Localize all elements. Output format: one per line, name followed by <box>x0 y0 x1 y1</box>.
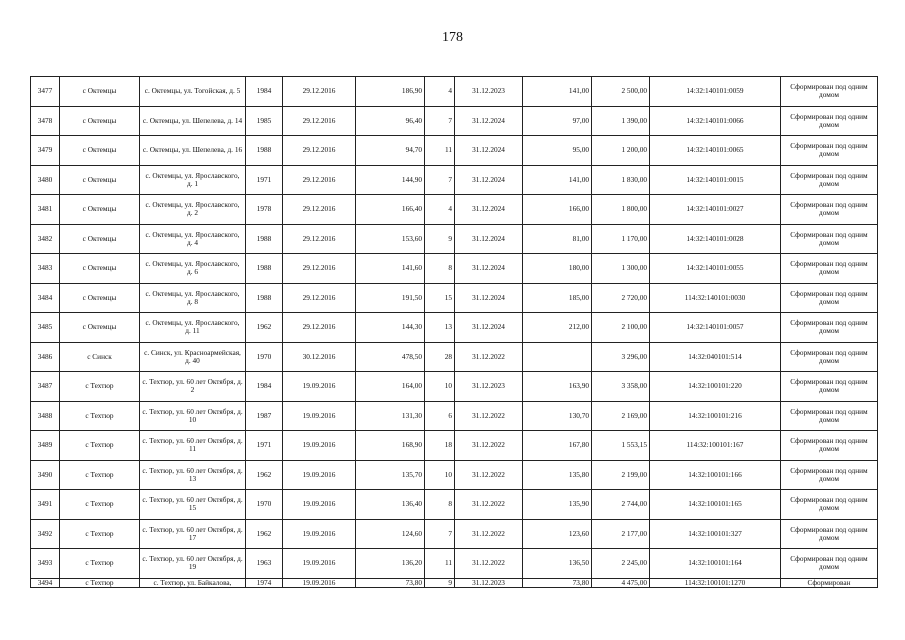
cost-cell: 1 553,15 <box>592 431 650 461</box>
date-cell: 19.09.2016 <box>283 578 356 587</box>
year-cell: 1963 <box>246 549 283 579</box>
area-actual-cell: 163,90 <box>523 372 592 402</box>
cadastral-cell: 14:32:140101:0015 <box>650 165 781 195</box>
count-cell: 18 <box>425 431 455 461</box>
year-cell: 1988 <box>246 283 283 313</box>
area-cell: 131,30 <box>356 401 425 431</box>
row-number: 3489 <box>31 431 60 461</box>
settlement-cell: с Техтюр <box>60 431 140 461</box>
area-cell: 94,70 <box>356 136 425 166</box>
table-row <box>31 519 878 549</box>
date-cell: 30.12.2016 <box>283 342 356 372</box>
deadline-cell: 31.12.2023 <box>455 77 523 107</box>
year-cell: 1971 <box>246 165 283 195</box>
address-cell: с. Синск, ул. Красноармейская, д. 40 <box>140 342 246 372</box>
settlement-cell: с Октемцы <box>60 195 140 225</box>
table-row <box>31 283 878 313</box>
count-cell: 15 <box>425 283 455 313</box>
count-cell: 11 <box>425 136 455 166</box>
cadastral-cell: 14:32:100101:166 <box>650 460 781 490</box>
date-cell: 19.09.2016 <box>283 460 356 490</box>
status-cell: Сформирован под одним домом <box>781 224 878 254</box>
cadastral-cell: 114:32:100101:1270 <box>650 578 781 587</box>
table-row <box>31 195 878 225</box>
status-cell: Сформирован под одним домом <box>781 342 878 372</box>
year-cell: 1984 <box>246 372 283 402</box>
deadline-cell: 31.12.2022 <box>455 342 523 372</box>
area-actual-cell: 135,90 <box>523 490 592 520</box>
deadline-cell: 31.12.2024 <box>455 313 523 343</box>
status-cell: Сформирован под одним домом <box>781 549 878 579</box>
count-cell: 9 <box>425 578 455 587</box>
year-cell: 1971 <box>246 431 283 461</box>
cadastral-cell: 114:32:140101:0030 <box>650 283 781 313</box>
address-cell: с. Октемцы, ул. Тогойская, д. 5 <box>140 77 246 107</box>
row-number: 3490 <box>31 460 60 490</box>
year-cell: 1978 <box>246 195 283 225</box>
table-row <box>31 460 878 490</box>
date-cell: 29.12.2016 <box>283 77 356 107</box>
settlement-cell: с Октемцы <box>60 106 140 136</box>
settlement-cell: с Октемцы <box>60 313 140 343</box>
row-number: 3484 <box>31 283 60 313</box>
deadline-cell: 31.12.2023 <box>455 372 523 402</box>
table-row <box>31 578 878 587</box>
year-cell: 1988 <box>246 136 283 166</box>
row-number: 3493 <box>31 549 60 579</box>
year-cell: 1985 <box>246 106 283 136</box>
area-cell: 186,90 <box>356 77 425 107</box>
count-cell: 28 <box>425 342 455 372</box>
address-cell: с. Техтюр, ул. 60 лет Октября, д. 13 <box>140 460 246 490</box>
cadastral-cell: 14:32:140101:0028 <box>650 224 781 254</box>
settlement-cell: с Техтюр <box>60 549 140 579</box>
date-cell: 19.09.2016 <box>283 519 356 549</box>
cost-cell: 1 170,00 <box>592 224 650 254</box>
deadline-cell: 31.12.2024 <box>455 106 523 136</box>
table-row <box>31 165 878 195</box>
year-cell: 1962 <box>246 460 283 490</box>
cadastral-cell: 114:32:100101:167 <box>650 431 781 461</box>
count-cell: 10 <box>425 372 455 402</box>
cadastral-cell: 14:32:040101:514 <box>650 342 781 372</box>
date-cell: 29.12.2016 <box>283 283 356 313</box>
status-cell: Сформирован под одним домом <box>781 401 878 431</box>
table-row <box>31 549 878 579</box>
cadastral-cell: 14:32:140101:0059 <box>650 77 781 107</box>
cost-cell: 1 300,00 <box>592 254 650 284</box>
table-row <box>31 106 878 136</box>
area-actual-cell <box>523 342 592 372</box>
row-number: 3477 <box>31 77 60 107</box>
cost-cell: 2 169,00 <box>592 401 650 431</box>
status-cell: Сформирован под одним домом <box>781 519 878 549</box>
address-cell: с. Октемцы, ул. Ярославского, д. 11 <box>140 313 246 343</box>
deadline-cell: 31.12.2022 <box>455 460 523 490</box>
row-number: 3485 <box>31 313 60 343</box>
cost-cell: 1 800,00 <box>592 195 650 225</box>
row-number: 3488 <box>31 401 60 431</box>
area-actual-cell: 141,00 <box>523 165 592 195</box>
table-row <box>31 372 878 402</box>
settlement-cell: с Октемцы <box>60 77 140 107</box>
settlement-cell: с Техтюр <box>60 460 140 490</box>
row-number: 3482 <box>31 224 60 254</box>
cost-cell: 3 358,00 <box>592 372 650 402</box>
status-cell: Сформирован под одним домом <box>781 372 878 402</box>
address-cell: с. Техтюр, ул. 60 лет Октября, д. 2 <box>140 372 246 402</box>
table-row <box>31 313 878 343</box>
table-row <box>31 401 878 431</box>
address-cell: с. Октемцы, ул. Ярославского, д. 8 <box>140 283 246 313</box>
count-cell: 4 <box>425 77 455 107</box>
cadastral-cell: 14:32:140101:0027 <box>650 195 781 225</box>
address-cell: с. Техтюр, ул. 60 лет Октября, д. 10 <box>140 401 246 431</box>
area-actual-cell: 95,00 <box>523 136 592 166</box>
settlement-cell: с Октемцы <box>60 254 140 284</box>
cost-cell: 1 830,00 <box>592 165 650 195</box>
table-row <box>31 224 878 254</box>
cadastral-cell: 14:32:100101:327 <box>650 519 781 549</box>
row-number: 3494 <box>31 578 60 587</box>
count-cell: 13 <box>425 313 455 343</box>
settlement-cell: с Октемцы <box>60 283 140 313</box>
cadastral-cell: 14:32:140101:0065 <box>650 136 781 166</box>
cost-cell: 2 500,00 <box>592 77 650 107</box>
cost-cell: 2 199,00 <box>592 460 650 490</box>
area-actual-cell: 73,80 <box>523 578 592 587</box>
deadline-cell: 31.12.2022 <box>455 431 523 461</box>
area-cell: 166,40 <box>356 195 425 225</box>
year-cell: 1984 <box>246 77 283 107</box>
settlement-cell: с Техтюр <box>60 519 140 549</box>
cost-cell: 1 200,00 <box>592 136 650 166</box>
year-cell: 1988 <box>246 224 283 254</box>
cost-cell: 2 177,00 <box>592 519 650 549</box>
area-actual-cell: 81,00 <box>523 224 592 254</box>
registry-table <box>30 76 878 588</box>
date-cell: 29.12.2016 <box>283 106 356 136</box>
date-cell: 19.09.2016 <box>283 490 356 520</box>
area-actual-cell: 180,00 <box>523 254 592 284</box>
deadline-cell: 31.12.2024 <box>455 136 523 166</box>
table-row <box>31 342 878 372</box>
address-cell: с. Техтюр, ул. 60 лет Октября, д. 17 <box>140 519 246 549</box>
address-cell: с. Октемцы, ул. Ярославского, д. 4 <box>140 224 246 254</box>
address-cell: с. Техтюр, ул. 60 лет Октября, д. 15 <box>140 490 246 520</box>
area-actual-cell: 136,50 <box>523 549 592 579</box>
date-cell: 29.12.2016 <box>283 313 356 343</box>
count-cell: 8 <box>425 254 455 284</box>
address-cell: с. Октемцы, ул. Шепелева, д. 14 <box>140 106 246 136</box>
cadastral-cell: 14:32:140101:0055 <box>650 254 781 284</box>
deadline-cell: 31.12.2024 <box>455 224 523 254</box>
status-cell: Сформирован под одним домом <box>781 460 878 490</box>
status-cell: Сформирован под одним домом <box>781 165 878 195</box>
date-cell: 29.12.2016 <box>283 136 356 166</box>
cost-cell: 1 390,00 <box>592 106 650 136</box>
status-cell: Сформирован под одним домом <box>781 195 878 225</box>
cadastral-cell: 14:32:100101:165 <box>650 490 781 520</box>
cadastral-cell: 14:32:140101:0066 <box>650 106 781 136</box>
area-cell: 141,60 <box>356 254 425 284</box>
area-cell: 168,90 <box>356 431 425 461</box>
area-cell: 136,40 <box>356 490 425 520</box>
status-cell: Сформирован под одним домом <box>781 490 878 520</box>
table-row <box>31 77 878 107</box>
status-cell: Сформирован под одним домом <box>781 77 878 107</box>
page-number: 178 <box>442 30 463 45</box>
area-cell: 135,70 <box>356 460 425 490</box>
row-number: 3481 <box>31 195 60 225</box>
year-cell: 1988 <box>246 254 283 284</box>
settlement-cell: с Октемцы <box>60 136 140 166</box>
row-number: 3487 <box>31 372 60 402</box>
date-cell: 19.09.2016 <box>283 401 356 431</box>
cost-cell: 3 296,00 <box>592 342 650 372</box>
cadastral-cell: 14:32:100101:164 <box>650 549 781 579</box>
address-cell: с. Октемцы, ул. Шепелева, д. 16 <box>140 136 246 166</box>
area-cell: 73,80 <box>356 578 425 587</box>
count-cell: 11 <box>425 549 455 579</box>
cadastral-cell: 14:32:140101:0057 <box>650 313 781 343</box>
date-cell: 19.09.2016 <box>283 431 356 461</box>
cadastral-cell: 14:32:100101:220 <box>650 372 781 402</box>
row-number: 3486 <box>31 342 60 372</box>
cost-cell: 4 475,00 <box>592 578 650 587</box>
date-cell: 29.12.2016 <box>283 165 356 195</box>
year-cell: 1970 <box>246 342 283 372</box>
date-cell: 29.12.2016 <box>283 195 356 225</box>
year-cell: 1987 <box>246 401 283 431</box>
row-number: 3483 <box>31 254 60 284</box>
status-cell: Сформирован <box>781 578 878 587</box>
cost-cell: 2 720,00 <box>592 283 650 313</box>
table-row <box>31 136 878 166</box>
count-cell: 7 <box>425 519 455 549</box>
area-actual-cell: 97,00 <box>523 106 592 136</box>
date-cell: 19.09.2016 <box>283 549 356 579</box>
address-cell: с. Октемцы, ул. Ярославского, д. 1 <box>140 165 246 195</box>
date-cell: 29.12.2016 <box>283 224 356 254</box>
area-actual-cell: 185,00 <box>523 283 592 313</box>
table-row <box>31 254 878 284</box>
area-cell: 96,40 <box>356 106 425 136</box>
settlement-cell: с Синск <box>60 342 140 372</box>
count-cell: 7 <box>425 106 455 136</box>
area-actual-cell: 167,80 <box>523 431 592 461</box>
status-cell: Сформирован под одним домом <box>781 254 878 284</box>
settlement-cell: с Техтюр <box>60 401 140 431</box>
area-cell: 136,20 <box>356 549 425 579</box>
area-cell: 144,30 <box>356 313 425 343</box>
status-cell: Сформирован под одним домом <box>781 136 878 166</box>
count-cell: 6 <box>425 401 455 431</box>
row-number: 3492 <box>31 519 60 549</box>
area-cell: 191,50 <box>356 283 425 313</box>
count-cell: 4 <box>425 195 455 225</box>
count-cell: 8 <box>425 490 455 520</box>
row-number: 3480 <box>31 165 60 195</box>
cadastral-cell: 14:32:100101:216 <box>650 401 781 431</box>
cost-cell: 2 245,00 <box>592 549 650 579</box>
year-cell: 1962 <box>246 519 283 549</box>
settlement-cell: с Техтюр <box>60 578 140 587</box>
area-actual-cell: 135,80 <box>523 460 592 490</box>
deadline-cell: 31.12.2024 <box>455 195 523 225</box>
status-cell: Сформирован под одним домом <box>781 283 878 313</box>
count-cell: 9 <box>425 224 455 254</box>
area-cell: 164,00 <box>356 372 425 402</box>
deadline-cell: 31.12.2023 <box>455 578 523 587</box>
status-cell: Сформирован под одним домом <box>781 313 878 343</box>
area-actual-cell: 166,00 <box>523 195 592 225</box>
date-cell: 29.12.2016 <box>283 254 356 284</box>
address-cell: с. Октемцы, ул. Ярославского, д. 2 <box>140 195 246 225</box>
area-actual-cell: 141,00 <box>523 77 592 107</box>
count-cell: 7 <box>425 165 455 195</box>
settlement-cell: с Техтюр <box>60 372 140 402</box>
area-cell: 478,50 <box>356 342 425 372</box>
date-cell: 19.09.2016 <box>283 372 356 402</box>
row-number: 3491 <box>31 490 60 520</box>
table-row <box>31 490 878 520</box>
deadline-cell: 31.12.2022 <box>455 401 523 431</box>
address-cell: с. Октемцы, ул. Ярославского, д. 6 <box>140 254 246 284</box>
deadline-cell: 31.12.2022 <box>455 519 523 549</box>
status-cell: Сформирован под одним домом <box>781 431 878 461</box>
table-row <box>31 431 878 461</box>
cost-cell: 2 744,00 <box>592 490 650 520</box>
cost-cell: 2 100,00 <box>592 313 650 343</box>
deadline-cell: 31.12.2024 <box>455 283 523 313</box>
deadline-cell: 31.12.2022 <box>455 549 523 579</box>
address-cell: с. Техтюр, ул. 60 лет Октября, д. 11 <box>140 431 246 461</box>
area-cell: 153,60 <box>356 224 425 254</box>
area-cell: 144,90 <box>356 165 425 195</box>
count-cell: 10 <box>425 460 455 490</box>
address-cell: с. Техтюр, ул. Байкалова, <box>140 578 246 587</box>
area-actual-cell: 123,60 <box>523 519 592 549</box>
area-actual-cell: 212,00 <box>523 313 592 343</box>
year-cell: 1962 <box>246 313 283 343</box>
row-number: 3479 <box>31 136 60 166</box>
registry-body <box>31 77 878 588</box>
year-cell: 1970 <box>246 490 283 520</box>
settlement-cell: с Техтюр <box>60 490 140 520</box>
area-actual-cell: 130,70 <box>523 401 592 431</box>
deadline-cell: 31.12.2024 <box>455 165 523 195</box>
area-cell: 124,60 <box>356 519 425 549</box>
status-cell: Сформирован под одним домом <box>781 106 878 136</box>
settlement-cell: с Октемцы <box>60 165 140 195</box>
row-number: 3478 <box>31 106 60 136</box>
year-cell: 1974 <box>246 578 283 587</box>
address-cell: с. Техтюр, ул. 60 лет Октября, д. 19 <box>140 549 246 579</box>
settlement-cell: с Октемцы <box>60 224 140 254</box>
deadline-cell: 31.12.2022 <box>455 490 523 520</box>
deadline-cell: 31.12.2024 <box>455 254 523 284</box>
